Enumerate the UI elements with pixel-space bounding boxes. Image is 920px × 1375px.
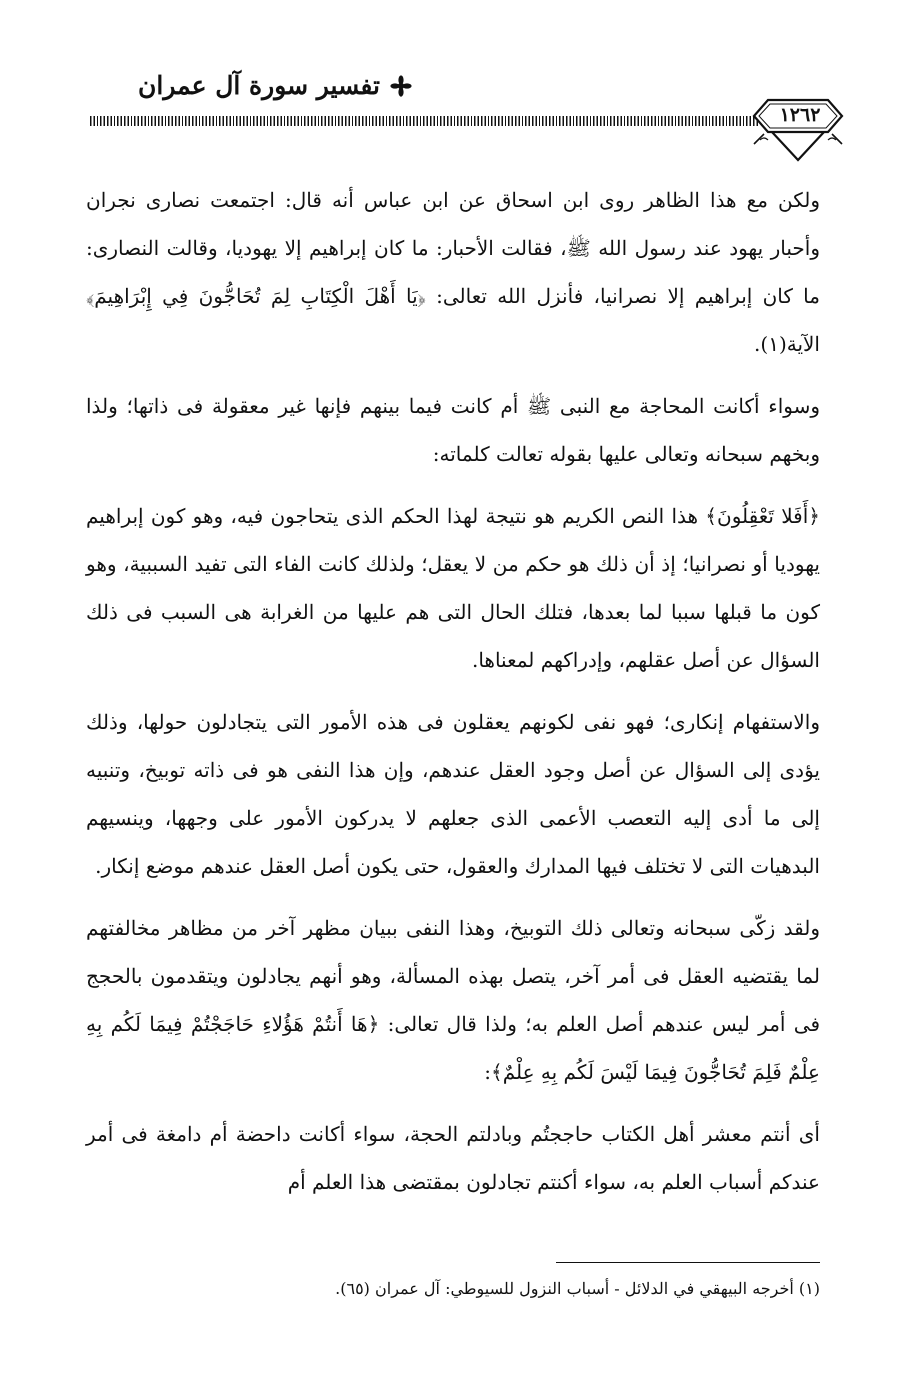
footnote-rule [556,1262,820,1263]
paragraph: وسواء أكانت المحاجة مع النبى ﷺ أم كانت فيما بينهم فإنها غير معقولة فى ذاتها؛ ولذا وبخهم سبحانه وتعالى عليها بقوله تعالت كلماته: [86,394,820,466]
paragraph: أى أنتم معشر أهل الكتاب حاججتُم وبادلتم الحجة، سواء أكانت داحضة أم دامغة فى أمر عندكم أسباب العلم به، سواء أكنتم تجادلون بمقتضى هذا العلم أم [86,1122,820,1194]
page-number: ١٢٦٢ [779,104,821,126]
flower-ornament-icon [390,75,412,97]
main-text [86,176,820,1206]
paragraph: ولقد زكّى سبحانه وتعالى ذلك التوبيخ، وهذا النفى ببيان مظهر آخر من مظاهر مخالفتهم لما يقتضيه العقل فى أمر آخر، يتصل بهذه المسألة، وهو أنهم يجادلون ويتقدمون بالحجج فى أمر ليس عندهم أصل العلم به؛ ولذا قال تعالى: ﴿هَا أَنتُمْ هَؤُلاءِ حَاجَجْتُمْ فِيمَا لَكُم بِهِ عِلْمٌ فَلِمَ تُحَاجُّونَ فِيمَا لَيْسَ لَكُم بِهِ عِلْمٌ﴾: [86,916,820,1084]
footnote: (١) أخرجه البيهقي في الدلائل - أسباب النزول للسيوطي: آل عمران (٦٥). [335,1279,820,1298]
paragraph: والاستفهام إنكارى؛ فهو نفى لكونهم يعقلون فى هذه الأمور التى يتجادلون حولها، وذلك يؤدى إلى السؤال عن أصل وجود العقل عندهم، وإن هذا النفى هو فى ذاته توبيخ، وتنبيه إلى ما أدى إليه التعصب الأعمى الذى جعلهم لا يدركون الأمور على وجهها، وينسيهم البدهيات التى لا تختلف فيها المدارك والعقول، حتى يكون أصل العقل عندهم موضع إنكار. [86,710,820,878]
paragraph: ﴿أَفَلا تَعْقِلُونَ﴾ هذا النص الكريم هو نتيجة لهذا الحكم الذى يتحاجون فيه، وهو كون إبراهيم يهوديا أو نصرانيا؛ إذ أن ذلك هو حكم من لا يعقل؛ ولذلك كانت الفاء التى تفيد السببية، وهو كون ما قبلها سببا لما بعدها، فتلك الحال التى هم عليها من الغرابة هى السبب فى ذلك السؤال عن أصل عقلهم، وإدراكهم لمعناها. [86,504,820,672]
header-title: تفسير سورة آل عمران [138,71,380,100]
paragraph: ولكن مع هذا الظاهر روى ابن اسحاق عن ابن عباس أنه قال: اجتمعت نصارى نجران وأحبار يهود عند رسول الله ﷺ، فقالت الأحبار: ما كان إبراهيم إلا يهوديا، وقالت النصارى: ما كان إبراهيم إلا نصرانيا، فأنزل الله تعالى: ﴿يَا أَهْلَ الْكِتَابِ لِمَ تُحَاجُّونَ فِي إِبْرَاهِيمَ﴾ الآية(١). [86,188,820,356]
running-header [138,66,412,106]
header-rule [90,116,758,126]
